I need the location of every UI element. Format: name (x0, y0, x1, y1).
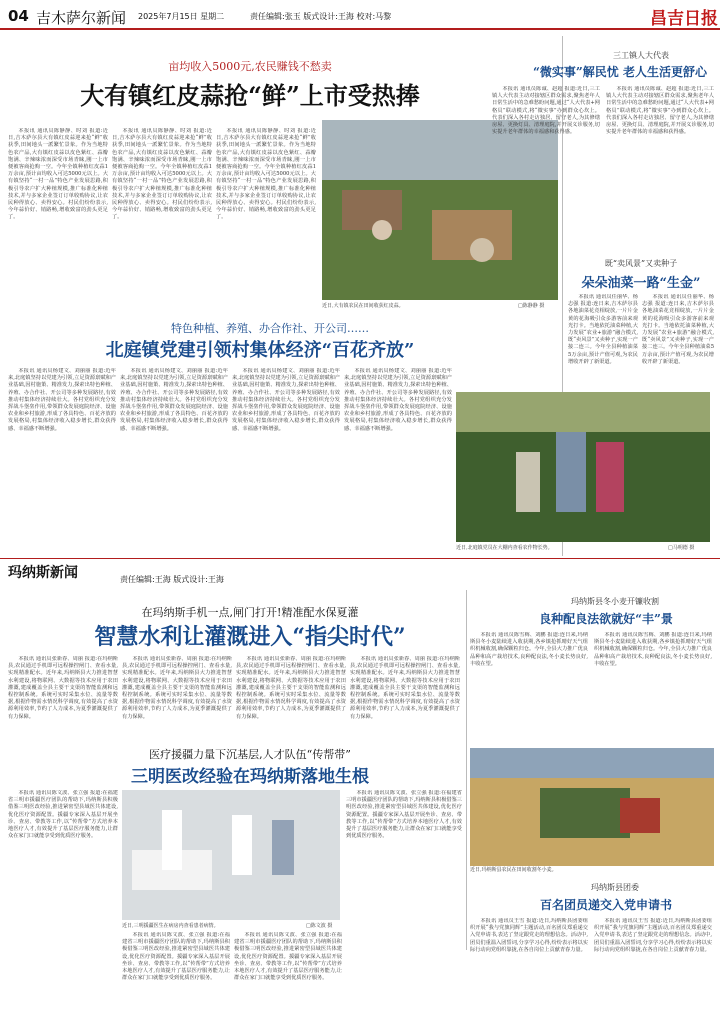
editor-line: 责任编辑:张玉 版式设计:王海 校对:马黎 (250, 12, 392, 21)
story3-label: 既“卖风景”又卖种子 (604, 259, 678, 268)
story4-body: 本报讯 通讯员杨建文、刘丽丽 报道:近年来,北庭镇坚持以党建为引领,立足资源禀赋和产业基础,因村施策、精准发力,探索出特色种植、养殖、办合作社、开公司等多种发展路径,有效推动村集体经济持续壮大。各村党组织充分发挥战斗堡垒作用,带领群众发展庭院经济、设施农业和乡村旅游,形成了各具特色、百花齐放的发展格局,村集体经济收入稳步增长,群众获得感、幸福感不断增强。 (8, 368, 116, 432)
story1-photo-caption: 近日,大有镇农民在田间收获红皮蒜。 (322, 303, 404, 309)
story7-headline: 三明医改经验在玛纳斯落地生根 (131, 767, 369, 787)
section2-editor: 责任编辑:王海 版式设计:王海 (120, 575, 224, 584)
story1-headline: 大有镇红皮蒜抢“鲜”上市受热捧 (80, 81, 420, 110)
story8-label: 玛纳斯县团委 (591, 883, 639, 892)
hospital-ward-photo (122, 790, 340, 920)
story6-headline: 良种配良法欲就好“丰”景 (539, 612, 673, 626)
story6-body-col2: 本报讯 通讯员陈雪梅、刘鹏 报道:连日来,玛纳斯县冬小麦陆续进入收获期,各乡镇抢抓晴好天气组织机械收割,确保颗粒归仓。今年,全县大力推广优良品种和高产栽培技术,良种配良法,冬小麦长势良好,丰收在望。 (594, 632, 712, 667)
story6-label: 玛纳斯县冬小麦开镰收割 (571, 597, 659, 606)
story1-photo-credit: □陈静静 摄 (518, 303, 545, 309)
story3-body: 本报讯 通讯员任丽华、杨志强 报道:连日来,吉木萨尔县各地油菜花竞相绽放,一片片金黄的花海吸引众多游客前来观光打卡。当地依托油菜种植,大力发展“农业+旅游”融合模式,既“卖风景”又卖种子,实现一产接二连三。今年全县种植油菜5万余亩,预计产值可观,为农民增收开辟了新渠道。 (568, 294, 638, 365)
story3-headline: 朵朵油菜一路“生金” (581, 276, 701, 291)
greenhouse-photo (456, 392, 710, 542)
section-divider (0, 558, 720, 559)
page-number: 04 (8, 7, 29, 25)
story7-photo-credit: □陈文波 摄 (306, 923, 333, 929)
story2-label: 三工镇人大代表 (613, 51, 669, 60)
section2-title: 玛纳斯新闻 (8, 565, 78, 581)
story5-body-col3: 本报讯 通讯员张新春、周丽 报道:在玛纳斯县,农民通过手机即可远程操控闸门、查看水量,实现精准配水。近年来,玛纳斯县大力推进智慧水利建设,将物联网、大数据等技术应用于农田灌溉,建成覆盖全县主要干支渠的智能监测和远程控制系统。系统可实时采集水位、流量等数据,根据作物需水情况科学调度,有效提高了水资源利用效率,节约了人力成本,为夏季灌溉提供了有力保障。 (236, 656, 346, 720)
story7-photo-caption: 近日,三明援疆医生在病房内查看患者病情。 (122, 923, 219, 929)
story7-body-col2: 本报讯 通讯员陈文波、张立强 报道:在福建省三明市援疆医疗团队的帮助下,玛纳斯县积极借鉴三明医改经验,推进紧密型县域医共体建设,优化医疗资源配置。援疆专家深入基层开展坐诊、查房、带教等工作,以“传帮带”方式培养本地医疗人才,有效提升了基层医疗服务能力,让群众在家门口就能享受到优质医疗服务。 (122, 932, 230, 982)
story2-body-col2: 本报讯 通讯员陈诚、赵超 报道:近日,三工镇人大代表主动对接辖区群众需求,聚焦老年人日常生活中的急难愁盼问题,通过“人大代表+网格员”联动模式,将“微实事”办到群众心坎上。代表们深入各村走访独居、留守老人,为其修缮房屋、更换灯具、清理庭院,并开展义诊服务,切实提升老年群体的幸福感和获得感。 (606, 86, 714, 136)
story6-photo-caption: 近日,玛纳斯县农民在田间收割冬小麦。 (470, 867, 557, 873)
story3-body-col2: 本报讯 通讯员任丽华、杨志强 报道:连日来,吉木萨尔县各地油菜花竞相绽放,一片片金黄的花海吸引众多游客前来观光打卡。当地依托油菜种植,大力发展“农业+旅游”融合模式,既“卖风景”又卖种子,实现一产接二连三。今年全县种植油菜5万余亩,预计产值可观,为农民增收开辟了新渠道。 (642, 294, 714, 365)
story4-body-col2: 本报讯 通讯员杨建文、刘丽丽 报道:近年来,北庭镇坚持以党建为引领,立足资源禀赋和产业基础,因村施策、精准发力,探索出特色种植、养殖、办合作社、开公司等多种发展路径,有效推动村集体经济持续壮大。各村党组织充分发挥战斗堡垒作用,带领群众发展庭院经济、设施农业和乡村旅游,形成了各具特色、百花齐放的发展格局,村集体经济收入稳步增长,群众获得感、幸福感不断增强。 (120, 368, 228, 432)
column-divider-lower (466, 590, 467, 950)
issue-date: 2025年7月15日 星期二 (138, 12, 225, 21)
story1-kicker: 亩均收入5000元,农民赚钱不愁卖 (168, 60, 332, 73)
story8-body: 本报讯 通讯员王雪 报道:近日,玛纳斯县团委组织开展“我与党旗同辉”主题活动,百名团员郑重递交入党申请书,表达了坚定跟党走的理想信念。活动中,团员们重温入团誓词,分享学习心得,纷纷表示将以实际行动向党组织靠拢,在各自岗位上贡献青春力量。 (470, 918, 588, 953)
story4-body-col3: 本报讯 通讯员杨建文、刘丽丽 报道:近年来,北庭镇坚持以党建为引领,立足资源禀赋和产业基础,因村施策、精准发力,探索出特色种植、养殖、办合作社、开公司等多种发展路径,有效推动村集体经济持续壮大。各村党组织充分发挥战斗堡垒作用,带领群众发展庭院经济、设施农业和乡村旅游,形成了各具特色、百花齐放的发展格局,村集体经济收入稳步增长,群众获得感、幸福感不断增强。 (232, 368, 340, 432)
newspaper-logo: 昌吉日报 (650, 9, 718, 29)
story4-photo-credit: □马明德 摄 (668, 545, 695, 551)
story8-headline: 百名团员递交入党申请书 (539, 898, 672, 912)
story7-photo (122, 790, 340, 920)
story7-body-col3: 本报讯 通讯员陈文波、张立强 报道:在福建省三明市援疆医疗团队的帮助下,玛纳斯县积极借鉴三明医改经验,推进紧密型县域医共体建设,优化医疗资源配置。援疆专家深入基层开展坐诊、查房、带教等工作,以“传帮带”方式培养本地医疗人才,有效提升了基层医疗服务能力,让群众在家门口就能享受到优质医疗服务。 (234, 932, 342, 982)
story4-photo (456, 392, 710, 542)
story1-body-col3: 本报讯 通讯员陈静静、时刘 报道:近日,吉木萨尔县大有镇红皮蒜迎来抢“鲜”收获季,田间地头一派繁忙景象。作为当地特色农产品,大有镇红皮蒜以皮色紫红、蒜瓣饱满、辛辣味浓而深受市场青睐,刚一上市便被客商抢购一空。今年全镇种植红皮蒜1万余亩,预计亩均收入可达5000元以上。大有镇坚持“一村一品”特色产业发展思路,积极引导农户扩大种植规模,推广标准化种植技术,并与多家企业签订订单收购协议,让农民种得放心、卖得安心。村民们纷纷表示,今年蒜价好、销路畅,增收致富的劲头更足了。 (216, 128, 316, 221)
story2-headline: “微实事”解民忧 老人生活更舒心 (533, 65, 707, 79)
story6-photo (470, 748, 714, 866)
story5-body: 本报讯 通讯员张新春、周丽 报道:在玛纳斯县,农民通过手机即可远程操控闸门、查看水量,实现精准配水。近年来,玛纳斯县大力推进智慧水利建设,将物联网、大数据等技术应用于农田灌溉,建成覆盖全县主要干支渠的智能监测和远程控制系统。系统可实时采集水位、流量等数据,根据作物需水情况科学调度,有效提高了水资源利用效率,节约了人力成本,为夏季灌溉提供了有力保障。 (8, 656, 118, 720)
story4-kicker: 特色种植、养殖、办合作社、开公司…… (171, 322, 369, 335)
section-title: 吉木萨尔新闻 (36, 9, 127, 27)
story7-body: 本报讯 通讯员陈文波、张立强 报道:在福建省三明市援疆医疗团队的帮助下,玛纳斯县积极借鉴三明医改经验,推进紧密型县域医共体建设,优化医疗资源配置。援疆专家深入基层开展坐诊、查房、带教等工作,以“传帮带”方式培养本地医疗人才,有效提升了基层医疗服务能力,让群众在家门口就能享受到优质医疗服务。 (8, 790, 118, 840)
story5-kicker: 在玛纳斯手机一点,闸门打开!精准配水保夏灌 (141, 606, 359, 619)
story1-body-col2: 本报讯 通讯员陈静静、时刘 报道:近日,吉木萨尔县大有镇红皮蒜迎来抢“鲜”收获季,田间地头一派繁忙景象。作为当地特色农产品,大有镇红皮蒜以皮色紫红、蒜瓣饱满、辛辣味浓而深受市场青睐,刚一上市便被客商抢购一空。今年全镇种植红皮蒜1万余亩,预计亩均收入可达5000元以上。大有镇坚持“一村一品”特色产业发展思路,积极引导农户扩大种植规模,推广标准化种植技术,并与多家企业签订订单收购协议,让农民种得放心、卖得安心。村民们纷纷表示,今年蒜价好、销路畅,增收致富的劲头更足了。 (112, 128, 212, 221)
story5-body-col4: 本报讯 通讯员张新春、周丽 报道:在玛纳斯县,农民通过手机即可远程操控闸门、查看水量,实现精准配水。近年来,玛纳斯县大力推进智慧水利建设,将物联网、大数据等技术应用于农田灌溉,建成覆盖全县主要干支渠的智能监测和远程控制系统。系统可实时采集水位、流量等数据,根据作物需水情况科学调度,有效提高了水资源利用效率,节约了人力成本,为夏季灌溉提供了有力保障。 (350, 656, 460, 720)
story6-body: 本报讯 通讯员陈雪梅、刘鹏 报道:连日来,玛纳斯县冬小麦陆续进入收获期,各乡镇抢抓晴好天气组织机械收割,确保颗粒归仓。今年,全县大力推广优良品种和高产栽培技术,良种配良法,冬小麦长势良好,丰收在望。 (470, 632, 588, 667)
story1-body: 本报讯 通讯员陈静静、时刘 报道:近日,吉木萨尔县大有镇红皮蒜迎来抢“鲜”收获季,田间地头一派繁忙景象。作为当地特色农产品,大有镇红皮蒜以皮色紫红、蒜瓣饱满、辛辣味浓而深受市场青睐,刚一上市便被客商抢购一空。今年全镇种植红皮蒜1万余亩,预计亩均收入可达5000元以上。大有镇坚持“一村一品”特色产业发展思路,积极引导农户扩大种植规模,推广标准化种植技术,并与多家企业签订订单收购协议,让农民种得放心、卖得安心。村民们纷纷表示,今年蒜价好、销路畅,增收致富的劲头更足了。 (8, 128, 108, 221)
story8-body-col2: 本报讯 通讯员王雪 报道:近日,玛纳斯县团委组织开展“我与党旗同辉”主题活动,百名团员郑重递交入党申请书,表达了坚定跟党走的理想信念。活动中,团员们重温入团誓词,分享学习心得,纷纷表示将以实际行动向党组织靠拢,在各自岗位上贡献青春力量。 (594, 918, 712, 953)
wheat-harvest-photo (470, 748, 714, 866)
story7-kicker: 医疗援疆力量下沉基层,人才队伍“传帮带” (149, 748, 351, 761)
story7-body-col4: 本报讯 通讯员陈文波、张立强 报道:在福建省三明市援疆医疗团队的帮助下,玛纳斯县积极借鉴三明医改经验,推进紧密型县域医共体建设,优化医疗资源配置。援疆专家深入基层开展坐诊、查房、带教等工作,以“传帮带”方式培养本地医疗人才,有效提升了基层医疗服务能力,让群众在家门口就能享受到优质医疗服务。 (346, 790, 462, 840)
story2-body: 本报讯 通讯员陈诚、赵超 报道:近日,三工镇人大代表主动对接辖区群众需求,聚焦老年人日常生活中的急难愁盼问题,通过“人大代表+网格员”联动模式,将“微实事”办到群众心坎上。代表们深入各村走访独居、留守老人,为其修缮房屋、更换灯具、清理庭院,并开展义诊服务,切实提升老年群体的幸福感和获得感。 (492, 86, 600, 136)
story4-body-col4: 本报讯 通讯员杨建文、刘丽丽 报道:近年来,北庭镇坚持以党建为引领,立足资源禀赋和产业基础,因村施策、精准发力,探索出特色种植、养殖、办合作社、开公司等多种发展路径,有效推动村集体经济持续壮大。各村党组织充分发挥战斗堡垒作用,带领群众发展庭院经济、设施农业和乡村旅游,形成了各具特色、百花齐放的发展格局,村集体经济收入稳步增长,群众获得感、幸福感不断增强。 (344, 368, 452, 432)
story4-headline: 北庭镇党建引领村集体经济“百花齐放” (105, 340, 415, 361)
story5-headline: 智慧水利让灌溉进入“指尖时代” (94, 624, 406, 650)
story4-photo-caption: 近日,北庭镇党员在大棚内查看农作物长势。 (456, 545, 553, 551)
story5-body-col2: 本报讯 通讯员张新春、周丽 报道:在玛纳斯县,农民通过手机即可远程操控闸门、查看水量,实现精准配水。近年来,玛纳斯县大力推进智慧水利建设,将物联网、大数据等技术应用于农田灌溉,建成覆盖全县主要干支渠的智能监测和远程控制系统。系统可实时采集水位、流量等数据,根据作物需水情况科学调度,有效提高了水资源利用效率,节约了人力成本,为夏季灌溉提供了有力保障。 (122, 656, 232, 720)
